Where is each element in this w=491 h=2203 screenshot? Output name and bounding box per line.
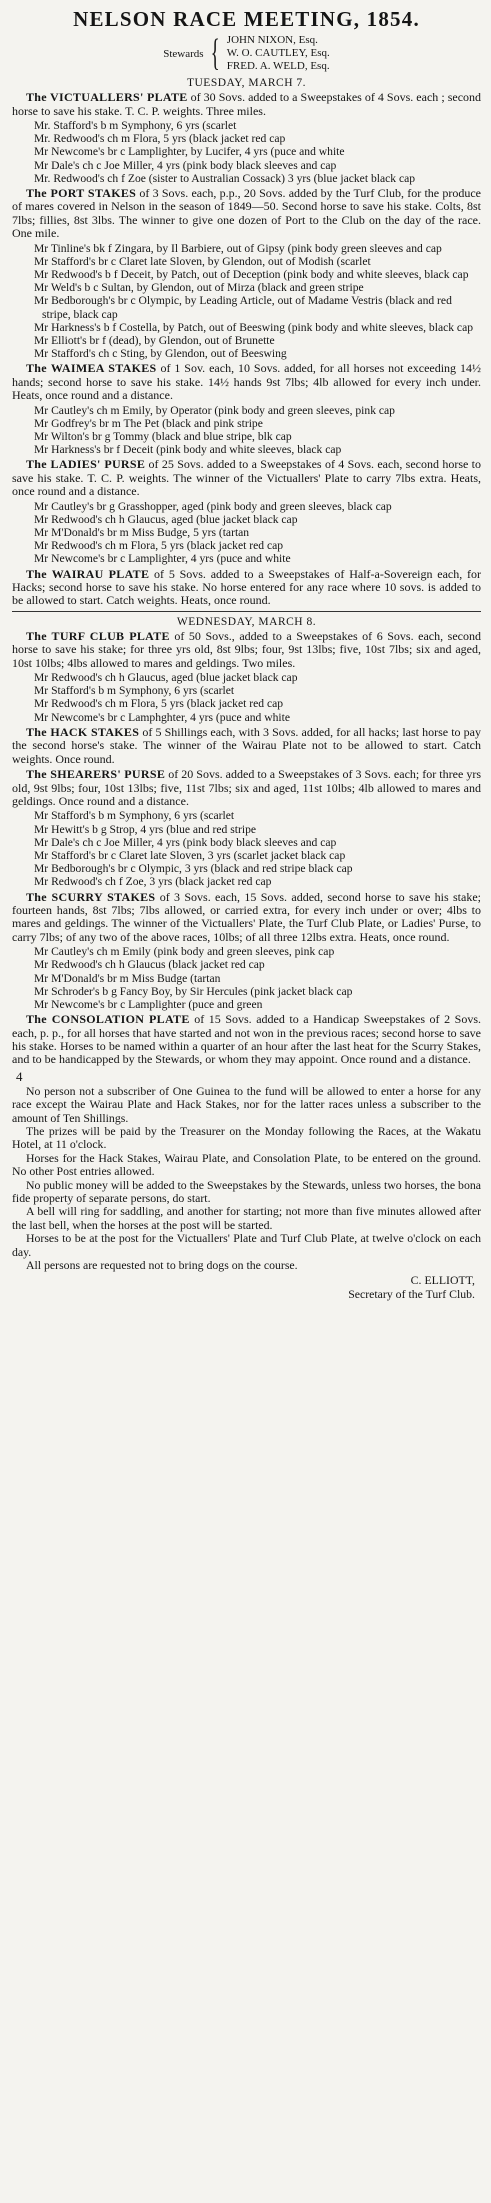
race-conditions	[12, 458, 481, 498]
steward-name: W. O. CAUTLEY, Esq.	[226, 47, 330, 60]
race-name: The VICTUALLERS' PLATE	[26, 90, 188, 105]
race-conditions	[12, 91, 481, 118]
race-conditions	[12, 1013, 481, 1067]
entry-item: Mr Stafford's b m Symphony, 6 yrs (scarlet	[34, 684, 235, 698]
stewards-label: Stewards	[163, 47, 204, 60]
race-name: The TURF CLUB PLATE	[26, 628, 170, 643]
entry-item: Mr Cautley's ch m Emily, by Operator (pink body and green sleeves, pink cap	[34, 403, 395, 417]
signature-name: C. ELLIOTT,	[410, 1272, 475, 1287]
entry-list	[12, 809, 481, 888]
race-terms: of 50 Sovs., added to a Sweepstakes of 6 Sovs. each, second horse to save his stake; for three yrs old, 8st 9lbs; four, 9st 13lbs; five, 10st 7lbs; six and aged, 10st 10lbs; 4lbs allowed to mares and geldings. Two miles.	[12, 628, 481, 670]
race-conditions	[12, 726, 481, 766]
entry-item: Mr Harkness's b f Costella, by Patch, out of Beeswing (pink body and white sleeves, black cap	[34, 320, 474, 334]
entry-item: Mr Hewitt's b g Strop, 4 yrs (blue and red stripe	[34, 822, 257, 836]
race-name: The PORT STAKES	[26, 185, 137, 200]
entry-list	[12, 671, 481, 724]
entry-item: Mr Newcome's br c Lamplighter (puce and green	[34, 997, 263, 1011]
notice-paragraph: All persons are requested not to bring dogs on the course.	[26, 1258, 298, 1273]
notice-paragraph: No person not a subscriber of One Guinea to the fund will be allowed to enter a horse for any race except the Wairau Plate and Hack Stakes, nor for the latter races unless a subscriber to the amount of Ten Shillings.	[12, 1083, 481, 1125]
entry-item: Mr Godfrey's br m The Pet (black and pink stripe	[34, 416, 263, 430]
entry-item: Mr Newcome's br c Lamplighter, by Lucifer, 4 yrs (puce and white	[34, 145, 345, 159]
stewards-names	[227, 34, 330, 73]
entry-item: Mr Bedborough's br c Olympic, 3 yrs (black and red stripe black cap	[34, 862, 353, 876]
race-conditions	[12, 630, 481, 670]
day-divider	[12, 611, 481, 612]
notice-paragraph: No public money will be added to the Sweepstakes by the Stewards, unless two horses, the bona fide property of separate persons, do start.	[12, 1177, 481, 1206]
entry-item: Mr M'Donald's br m Miss Budge, 5 yrs (tartan	[34, 526, 250, 540]
race-name: The WAIRAU PLATE	[26, 566, 150, 581]
day-heading: TUESDAY, MARCH 7.	[186, 77, 307, 90]
notice-paragraph: A bell will ring for saddling, and another for starting; not more than five minutes allowed after the last bell, when the horses at the post will be started.	[12, 1204, 481, 1232]
entry-item: Mr. Redwood's ch m Flora, 5 yrs (black jacket red cap	[34, 132, 286, 146]
page-title: NELSON RACE MEETING, 1854.	[73, 7, 420, 31]
entry-item: Mr Cautley's br g Grasshopper, aged (pink body and green sleeves, black cap	[34, 499, 392, 513]
brace-glyph: {	[210, 32, 220, 75]
entry-item: Mr Redwood's ch h Glaucus (black jacket red cap	[34, 958, 265, 972]
entry-item: Mr Stafford's br c Claret late Sloven, by Glendon, out of Modish (scarlet	[34, 254, 371, 268]
entry-item: Mr M'Donald's br m Miss Budge (tartan	[34, 971, 221, 985]
entry-item: Mr Newcome's br c Lamphghter, 4 yrs (puce and white	[34, 710, 290, 724]
entry-item: Mr Harkness's br f Deceit (pink body and white sleeves, black cap	[34, 443, 342, 457]
signature-block	[12, 1273, 475, 1301]
race-conditions	[12, 362, 481, 402]
race-terms: of 30 Sovs. added to a Sweepstakes of 4 Sovs. each ; second horse to save his stake. T. C. P. weights. Three miles.	[12, 90, 482, 118]
entry-list	[12, 119, 481, 185]
race-terms: of 15 Sovs. added to a Handicap Sweepstakes of 2 Sovs. each, p. p., for all horses that have started and not won in the previous races; second horse to save his stake. Horses to be named within a quarter of an hour after the last heat for the Scurry Stakes, and to be handicapped by the Stewards, or whom they may appoint. Once round and a distance.	[12, 1012, 482, 1067]
race-conditions	[12, 891, 481, 945]
race-days	[12, 77, 481, 1067]
race-name: The LADIES' PURSE	[26, 457, 146, 472]
entry-item: Mr. Redwood's ch f Zoe (sister to Australian Cossack) 3 yrs (blue jacket black cap	[34, 171, 416, 185]
notices-block	[12, 1085, 481, 1273]
entry-item: Mr Wilton's br g Tommy (black and blue stripe, blk cap	[34, 430, 292, 443]
entry-item: Mr Redwood's ch h Glaucus, aged (blue jacket black cap	[34, 671, 298, 685]
entry-item: Mr Redwood's ch m Flora, 5 yrs (black jacket red cap	[34, 539, 284, 553]
entry-item: Mr Redwood's ch f Zoe, 3 yrs (black jacket red cap	[34, 875, 272, 889]
entry-item: Mr Bedborough's br c Olympic, by Leading Article, out of Madame Vestris (black and red stripe, black cap	[34, 294, 452, 321]
entry-list	[12, 945, 481, 1011]
entry-item: Mr Redwood's ch m Flora, 5 yrs (black jacket red cap	[34, 697, 284, 711]
signature-title: Secretary of the Turf Club.	[348, 1286, 475, 1301]
steward-name: JOHN NIXON, Esq.	[226, 34, 318, 47]
race-name: The SHEARERS' PURSE	[26, 767, 166, 782]
race-conditions	[12, 768, 481, 808]
entry-item: Mr Tinline's bk f Zingara, by Il Barbiere, out of Gipsy (pink body green sleeves and cap	[34, 241, 442, 255]
day-heading: WEDNESDAY, MARCH 8.	[176, 615, 317, 628]
notice-paragraph: The prizes will be paid by the Treasurer on the Monday following the Races, at the Wakatu Hotel, at 11 o'clock.	[12, 1124, 481, 1152]
stewards-block	[12, 34, 481, 73]
race-name: The SCURRY STAKES	[26, 889, 156, 904]
race-terms: of 25 Sovs. added to a Sweepstakes of 4 Sovs. each, second horse to save his stake. T. C. P. weights. The winner of the Victuallers' Plate to carry 7lbs extra. Heats, once round and a distance.	[12, 457, 482, 499]
race-terms: of 5 Shillings each, with 3 Sovs. added, for all hacks; last horse to pay the second horse's stake. The winner of the Wairau Plate not to be allowed to start. Catch weights. Once round.	[12, 724, 481, 766]
entry-item: Mr Redwood's b f Deceit, by Patch, out of Deception (pink body and white sleeves, black cap	[34, 267, 469, 281]
entry-item: Mr Dale's ch c Joe Miller, 4 yrs (pink body black sleeves and cap	[34, 835, 337, 849]
entry-item: Mr Redwood's ch h Glaucus, aged (blue jacket black cap	[34, 512, 298, 526]
entry-item: Mr Cautley's ch m Emily (pink body and green sleeves, pink cap	[34, 945, 335, 959]
entry-list	[12, 242, 481, 361]
entry-item: Mr. Stafford's b m Symphony, 6 yrs (scarlet	[34, 118, 237, 132]
race-terms: of 20 Sovs. added to a Sweepstakes of 3 Sovs. each; for three yrs old, 9st 9lbs; four, 10st 13lbs; five, 11st 7lbs; six and aged, 11st 10lbs; 4lb allowed to mares and geldings. Once round and a distance.	[12, 767, 481, 808]
race-name: The CONSOLATION PLATE	[26, 1012, 190, 1027]
notice-paragraph: Horses for the Hack Stakes, Wairau Plate, and Consolation Plate, to be entered on the ground. No other Post entries allowed.	[12, 1150, 481, 1179]
race-terms: of 3 Sovs. each, p.p., 20 Sovs. added by the Turf Club, for the produce of mares covered in Nelson in the season of 1849—50. Second horse to save his stake. Colts, 8st 7lbs; fillies, 8st 3lbs. The winner to give one dozen of Port to the Club on the day of the race. One mile.	[12, 185, 482, 241]
race-terms: of 3 Sovs. each, 15 Sovs. added, second horse to save his stake; fourteen hands, 8st 7lbs; 7lbs allowed, or carried extra, for every inch under or over; 4lbs to mares and geldings. The winner of the Victuallers' Plate, the Turf Club Plate, or Ladies' Purse, to carry 7lbs; of any two of the above races, 10lbs; of all three 12lbs extra. Heats, once round.	[12, 889, 481, 944]
race-terms: of 5 Sovs. added to a Sweepstakes of Half-a-Sovereign each, for Hacks; second horse to save his stake. No horse entered for any race where 10 sovs. is added to be allowed to start. Catch weights. Heats, once round.	[12, 566, 482, 608]
entry-item: Mr Stafford's ch c Sting, by Glendon, out of Beeswing	[34, 347, 287, 361]
race-conditions	[12, 568, 481, 608]
entry-item: Mr Elliott's br f (dead), by Glendon, out of Brunette	[34, 333, 275, 347]
notice-paragraph: Horses to be at the post for the Victuallers' Plate and Turf Club Plate, at twelve o'clock on each day.	[12, 1231, 481, 1259]
entry-item: Mr Dale's ch c Joe Miller, 4 yrs (pink body black sleeves and cap	[34, 158, 337, 172]
entry-item: Mr Schroder's b g Fancy Boy, by Sir Hercules (pink jacket black cap	[34, 984, 353, 998]
entry-item: Mr Newcome's br c Lamplighter, 4 yrs (puce and white	[34, 552, 291, 566]
race-conditions	[12, 187, 481, 241]
steward-name: FRED. A. WELD, Esq.	[226, 60, 330, 73]
race-terms: of 1 Sov. each, 10 Sovs. added, for all horses not exceeding 14½ hands; second horse to save his stake. 14½ hands 9st 7lbs; 4lb allowed for every inch under. Heats, once round and a distance.	[12, 361, 481, 403]
entry-item: Mr Stafford's b m Symphony, 6 yrs (scarlet	[34, 809, 235, 823]
notices-marker: 4	[16, 1068, 23, 1084]
race-name: The WAIMEA STAKES	[26, 361, 157, 376]
entry-list	[12, 404, 481, 457]
race-name: The HACK STAKES	[26, 724, 140, 739]
entry-list	[12, 500, 481, 566]
entry-item: Mr Stafford's br c Claret late Sloven, 3 yrs (scarlet jacket black cap	[34, 848, 346, 862]
entry-item: Mr Weld's b c Sultan, by Glendon, out of Mirza (black and green stripe	[34, 281, 364, 295]
